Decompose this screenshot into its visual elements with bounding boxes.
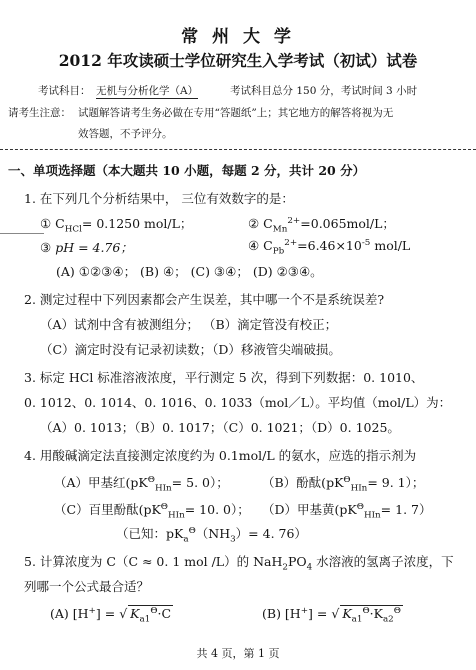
note-line1: 试题解答请考生务必做在专用“答题纸”上；其它地方的解答将视为无 [78, 107, 394, 119]
q2-options-ab: （A）试剂中含有被测组分； （B）滴定管没有校正； [40, 317, 338, 332]
q5-option-b: (B) [H+] = √ $K_{a1}^\Theta\cdot K_{a2}^\Theta$ [262, 606, 401, 625]
q1-option2: ② $C_{Mn}^{2+}=0.065mol/L$； [248, 215, 395, 235]
exam-title: 2012 年攻读硕士学位研究生入学考试（初试）试卷 [58, 51, 418, 70]
q1-option4: ④ $C_{Pb}^{2+}=6.46\times 10^{-5}$ mol/L [248, 238, 411, 257]
page-footer: 共 4 页，第 1 页 [196, 647, 280, 660]
note-line2: 效答题，不予评分。 [78, 128, 173, 140]
q4-stem: 4. 用酸碱滴定法直接测定浓度约为 0.1mol/L 的氨水，应选的指示剂为 [24, 448, 417, 463]
q3-line2: 0. 1012、0. 1014、0. 1016、0. 1033（mol／L）。平均值（mol/L）为： [24, 395, 452, 410]
subject-tail: 考试科目总分 150 分，考试时间 3 小时 [230, 85, 418, 97]
q4-known: （已知：$pK_a^\Theta(NH_3)= 4$. 76） [116, 525, 307, 545]
subject-value: 无机与分析化学（A） [96, 85, 199, 97]
q3-line1: 3. 标定 HCl 标准溶液浓度，平行测定 5 次，得到下列数据：0. 1010、 [24, 370, 424, 385]
q1-stem: 1. 在下列几个分析结果中， 三位有效数字的是： [24, 191, 294, 206]
q1-option1: ① $C_{HCl}= 0.1250$ mol/L； [40, 216, 193, 235]
q5-line2: 列哪一个公式最合适？ [24, 579, 150, 594]
q4-option-d: （D）甲基黄($pK^\Theta_{HIn}= 1$. 7） [262, 501, 432, 521]
q5-line1: 5. 计算浓度为 C（C ≈ 0. 1 mol /L）的 $NaH_2PO_4$ 水溶液的氢离子浓度，下 [24, 554, 454, 573]
university-title: 常 州 大 学 [181, 27, 295, 47]
margin-mark [0, 233, 44, 234]
q1-option3: ③ pH = 4.76； [40, 240, 133, 255]
subject-label: 考试科目： [38, 85, 91, 97]
q4-option-a: （A）甲基红($pK^\Theta_{HIn}= 5$. 0）； [54, 474, 229, 494]
q4-option-b: （B）酚酞($pK^\Theta_{HIn}= 9$. 1）； [262, 474, 425, 494]
note-label: 请考生注意： [8, 107, 71, 119]
section-heading: 一、单项选择题（本大题共 10 小题，每题 2 分，共计 20 分） [8, 163, 366, 178]
q2-stem: 2. 测定过程中下列因素都会产生误差，其中哪一个不是系统误差? [24, 292, 385, 307]
q2-options-cd: （C）滴定时没有记录初读数；（D）移液管尖端破损。 [40, 342, 341, 357]
q5-option-a: (A) [H+] = √ $K_{a1}^\Theta\cdot C$ [50, 606, 172, 625]
q3-options: （A）0. 1013；（B）0. 1017；（C）0. 1021；（D）0. 1025。 [40, 420, 400, 435]
q4-option-c: （C）百里酚酞($pK^\Theta_{HIn}= 10$. 0）； [54, 501, 250, 521]
q1-answers: (A) ①②③④； (B) ④； (C) ③④； (D) ②③④。 [56, 264, 323, 279]
separator-line [0, 149, 476, 150]
